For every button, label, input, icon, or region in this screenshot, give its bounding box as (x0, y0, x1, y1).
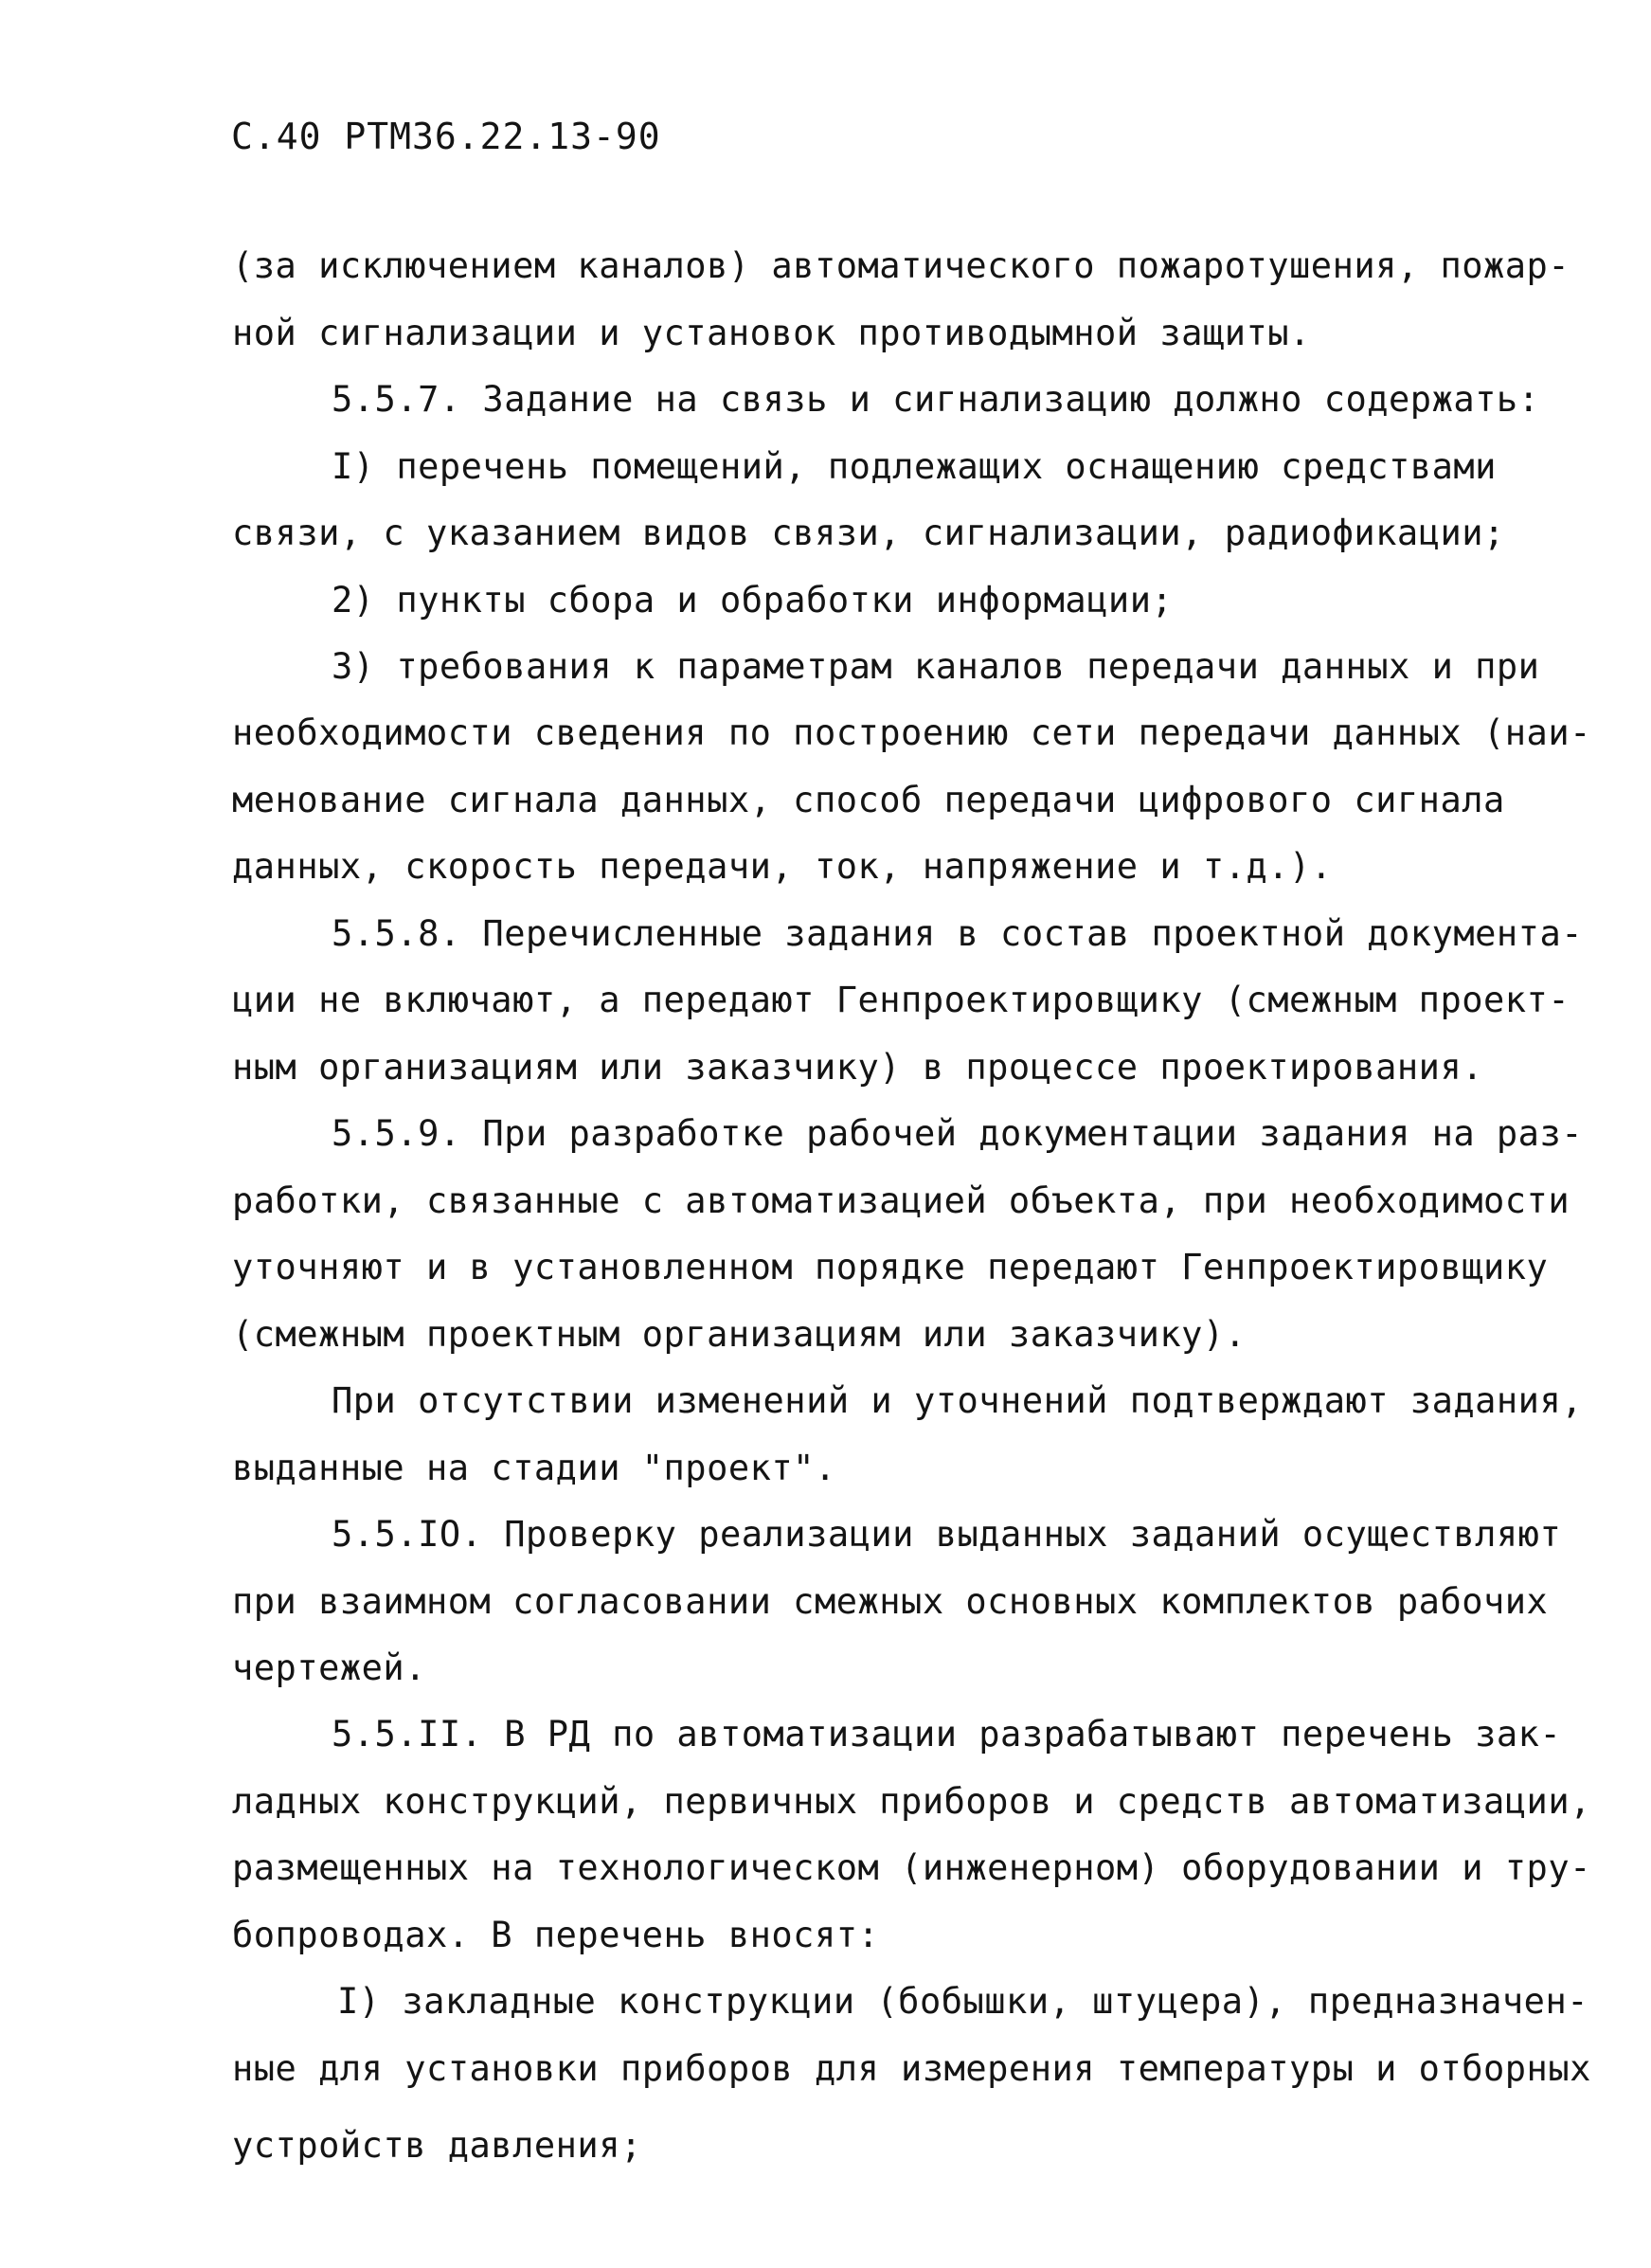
text-line: I) перечень помещений, подлежащих оснащению средствами (332, 446, 1497, 487)
text-line: данных, скорость передачи, ток, напряжение и т.д.). (232, 846, 1333, 887)
text-line: ладных конструкций, первичных приборов и средств автоматизации, (232, 1781, 1591, 1822)
text-line: связи, с указанием видов связи, сигнализации, радиофикации; (232, 513, 1505, 553)
paragraph-5-5-9: 5.5.9. При разработке рабочей документации задания на раз- (332, 1113, 1584, 1154)
text-line: размещенных на технологическом (инженерном) оборудовании и тру- (232, 1847, 1591, 1888)
text-line: выданные на стадии "проект". (232, 1448, 836, 1488)
text-line: менование сигнала данных, способ передачи цифрового сигнала (232, 780, 1505, 820)
text-line: при взаимном согласовании смежных основных комплектов рабочих (232, 1581, 1549, 1622)
page-header: С.40 РТМ36.22.13-90 (231, 116, 661, 157)
text-line: работки, связанные с автоматизацией объекта, при необходимости (232, 1180, 1570, 1221)
text-line: ные для установки приборов для измерения температуры и отборных (232, 2048, 1591, 2089)
text-line: ным организациям или заказчику) в процессе проектирования. (232, 1047, 1484, 1088)
text-line: I) закладные конструкции (бобышки, штуцера), предназначен- (337, 1981, 1589, 2022)
text-line: (за исключением каналов) автоматического пожаротушения, пожар- (232, 245, 1570, 286)
text-line: При отсутствии изменений и уточнений подтверждают задания, (332, 1380, 1584, 1421)
text-line: ции не включают, а передают Генпроектировщику (смежным проект- (232, 980, 1570, 1020)
text-line: 3) требования к параметрам каналов передачи данных и при (332, 646, 1540, 687)
text-line: устройств давления; (232, 2125, 642, 2166)
text-line: ной сигнализации и установок противодымной защиты. (232, 313, 1311, 353)
text-line: уточняют и в установленном порядке передают Генпроектировщику (232, 1247, 1549, 1287)
paragraph-5-5-8: 5.5.8. Перечисленные задания в состав проектной документа- (332, 913, 1584, 954)
paragraph-5-5-10: 5.5.IO. Проверку реализации выданных заданий осуществляют (332, 1514, 1562, 1555)
text-line: 2) пункты сбора и обработки информации; (332, 580, 1174, 621)
text-line: чертежей. (232, 1647, 426, 1688)
text-line: (смежным проектным организациям или заказчику). (232, 1314, 1247, 1355)
text-line: бопроводах. В перечень вносят: (232, 1915, 880, 1955)
text-line: необходимости сведения по построению сети передачи данных (наи- (232, 712, 1591, 753)
paragraph-5-5-11: 5.5.II. В РД по автоматизации разрабатывают перечень зак- (332, 1714, 1562, 1755)
paragraph-5-5-7: 5.5.7. Задание на связь и сигнализацию должно содержать: (332, 379, 1540, 420)
